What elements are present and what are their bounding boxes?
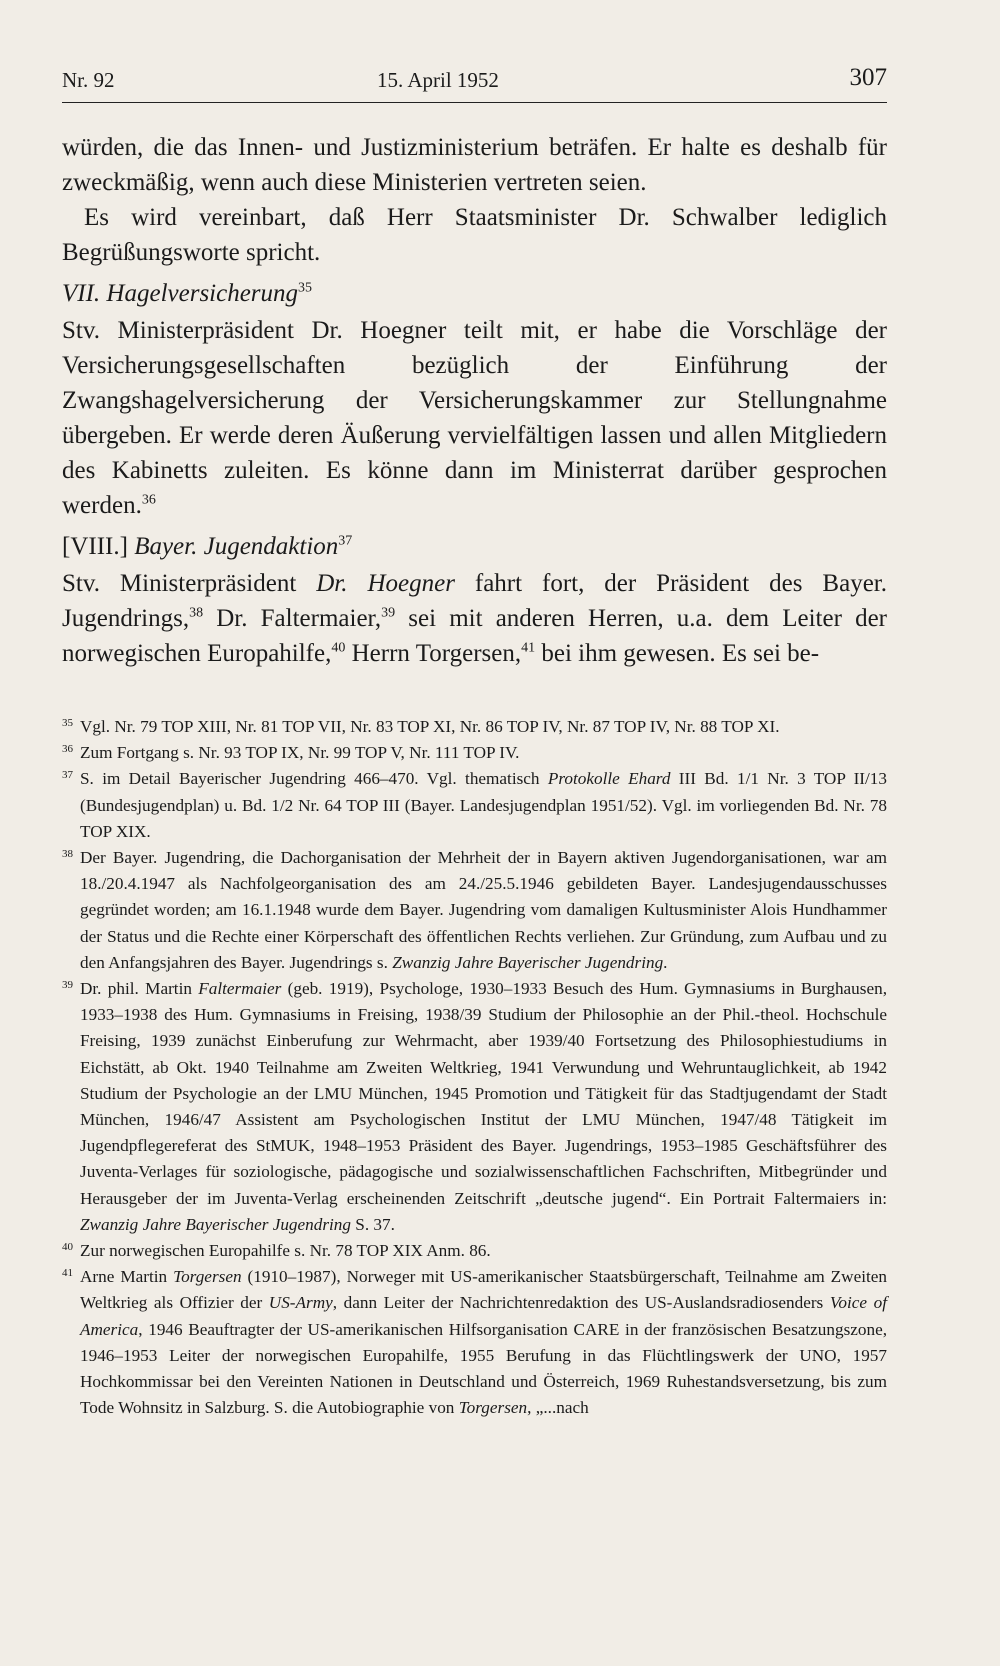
cited-title: Protokolle Ehard [547,769,671,789]
footnote-text: S. im Detail Bayerischer Jugendring 466–470. Vgl. thematisch [80,769,548,789]
text-run: fahrt fort, der Präsident des Bayer. Jugendrings, [62,570,887,632]
footnote-number: 38 [62,848,73,861]
footnote-number: 39 [62,979,73,992]
footnote-35 [62,714,887,740]
footnote-text: . [663,952,668,972]
footnote-number: 37 [62,769,73,782]
organization-name: Voice of America [80,1293,887,1339]
document-number: Nr. 92 [62,68,115,92]
footnote-number: 41 [62,1267,73,1280]
running-header [62,62,887,103]
cited-title: Zwanzig Jahre Bayerischer Jugendring [392,952,664,972]
paragraph-hagelversicherung [62,313,887,523]
footnote-ref: 38 [189,605,204,621]
section-number: [VIII.] [62,533,135,560]
person-name: Dr. Hoegner [316,570,455,597]
footnote-39 [62,976,887,1238]
organization-name: US-Army [268,1293,333,1313]
footnote-ref: 35 [298,280,313,296]
paragraph-agreement: Es wird vereinbart, daß Herr Staatsminister Dr. Schwalber lediglich Begrüßungsworte spricht. [62,204,887,266]
footnote-text: (1910–1987), Norweger mit US-amerikanischer Staatsbürgerschaft, Teilnahme am Zweiten Weltkrieg als Offizier der [80,1267,887,1313]
section-heading-viii [62,529,887,564]
footnote-text: Arne Martin [80,1267,174,1287]
paragraph-text: Stv. Ministerpräsident Dr. Hoegner teilt mit, er habe die Vorschläge der Versicherungsgesellschaften bezüglich der Einführung der Zwangshagelversicherung der Versicherungskammer zur Stellungnahme übergeben. Er werde deren Äußerung vervielfältigen lassen und allen Mitgliedern des Kabinetts zuleiten. Es könne dann im Ministerrat darüber gesprochen werden. [62,317,887,519]
footnote-text: Zur norwegischen Europahilfe s. Nr. 78 TOP XIX Anm. 86. [80,1241,491,1261]
text-run: bei ihm gewesen. Es sei be- [535,640,820,667]
footnote-text: Vgl. Nr. 79 TOP XIII, Nr. 81 TOP VII, Nr. 83 TOP XI, Nr. 86 TOP IV, Nr. 87 TOP IV, Nr. 88 TOP XI. [80,717,780,736]
footnote-36 [62,740,887,766]
footnote-40 [62,1238,887,1264]
footnote-number: 40 [62,1241,73,1254]
section-title: Bayer. Jugendaktion [134,533,339,560]
person-name: Torgersen [458,1398,528,1418]
section-heading-vii [62,276,887,311]
footnote-ref: 39 [381,605,396,621]
paragraph-jugendaktion [62,566,887,671]
footnote-text: , 1946 Beauftragter der US-amerikanischen Hilfsorganisation CARE in der französischen Besatzungszone, 1946–1953 Leiter der norwegischen Europahilfe, 1955 Berufung in das Flüchtlingswerk der UNO, 1957 Hochkommissar bei den Vereinten Nationen in Deutschland und Österreich, 1969 Ruhestandsversetzung, bis zum Tode Wohnsitz in Salzburg. S. die Autobiographie von [80,1319,887,1418]
footnote-text: (geb. 1919), Psychologe, 1930–1933 Besuch des Hum. Gymnasiums in Burghausen, 1933–1938 des Hum. Gymnasiums in Freising, 1938/39 Studium der Philosophie an der Phil.-theol. Hochschule Freising, 1939 zunächst Einberufung zur Wehrmacht, aber 1939/40 Fortsetzung des Philosophiestudiums in Eichstätt, ab Okt. 1940 Teilnahme am Zweiten Weltkrieg, 1941 Verwundung und Wehruntauglichkeit, ab 1942 Studium der Psychologie an der LMU München, 1945 Promotion und Tätigkeit für das Stadtjugendamt der Stadt München, 1946/47 Assistent am Psychologischen Institut der LMU München, 1947/48 Tätigkeit im Jugendpflegereferat des StMUK, 1948–1953 Präsident des Bayer. Jugendrings, 1953–1985 Geschäftsführer des Juventa-Verlages für soziologische, pädagogische und sozialwissenschaftlichen Fachschriften, Mitbegründer und Herausgeber der im Juventa-Verlag erscheinenden Zeitschrift „deutsche jugend“. Ein Portrait Faltermaiers in: [80,979,887,1208]
person-name: Torgersen [173,1267,242,1287]
section-title: VII. Hagelversicherung [62,280,299,307]
text-run: Herrn Torgersen, [345,640,522,667]
text-run: Stv. Ministerpräsident [62,570,317,597]
footnote-ref: 40 [331,640,346,656]
footnote-37 [62,766,887,845]
page-number: 307 [849,64,887,91]
footnote-ref: 41 [521,640,536,656]
footnote-number: 35 [62,717,73,729]
text-run: sei mit anderen Herren, u.a. dem Leiter der norwegischen Europahilfe, [62,605,887,667]
footnote-text: Der Bayer. Jugendring, die Dachorganisation der Mehrheit der in Bayern aktiven Jugendorganisationen, war am 18./20.4.1947 als Nachfolgeorganisation des am 24./25.5.1946 gebildeten Bayer. Landesjugendausschusses gegründet worden; am 16.1.1948 wurde dem Bayer. Jugendring vom damaligen Kultusminister Alois Hundhammer der Status und die Rechte einer Körperschaft des öffentlichen Rechts verliehen. Zur Gründung, zum Aufbau und zu den Anfangsjahren des Bayer. Jugendrings s. [80,848,887,972]
paragraph-continuation: würden, die das Innen- und Justizministerium beträfen. Er halte es deshalb für zweckmäßig, wenn auch diese Ministerien vertreten seien. [62,134,887,196]
footnote-41 [62,1264,887,1421]
header-date: 15. April 1952 [377,68,499,92]
footnote-text: III Bd. 1/1 Nr. 3 TOP II/13 (Bundesjugendplan) u. Bd. 1/2 Nr. 64 TOP III (Bayer. Landesjugendplan 1951/52). Vgl. im vorliegenden Bd. Nr. 78 TOP XIX. [80,769,887,841]
cited-title: Zwanzig Jahre Bayerischer Jugendring [80,1214,351,1234]
footnote-text: Dr. phil. Martin [80,979,199,999]
footnote-text: Zum Fortgang s. Nr. 93 TOP IX, Nr. 99 TOP V, Nr. 111 TOP IV. [80,743,520,763]
footnote-number: 36 [62,743,73,756]
footnote-text: S. 37. [350,1214,395,1234]
text-run: Dr. Faltermaier, [203,605,382,632]
footnote-ref: 37 [338,533,353,549]
footnotes [62,714,887,1421]
footnote-ref: 36 [141,492,156,508]
footnote-text: , dann Leiter der Nachrichtenredaktion des US-Auslandsradiosenders [332,1293,830,1313]
footnote-text: , „...nach [527,1398,589,1418]
person-name: Faltermaier [198,979,282,999]
main-text [62,130,887,671]
footnote-38 [62,845,887,976]
